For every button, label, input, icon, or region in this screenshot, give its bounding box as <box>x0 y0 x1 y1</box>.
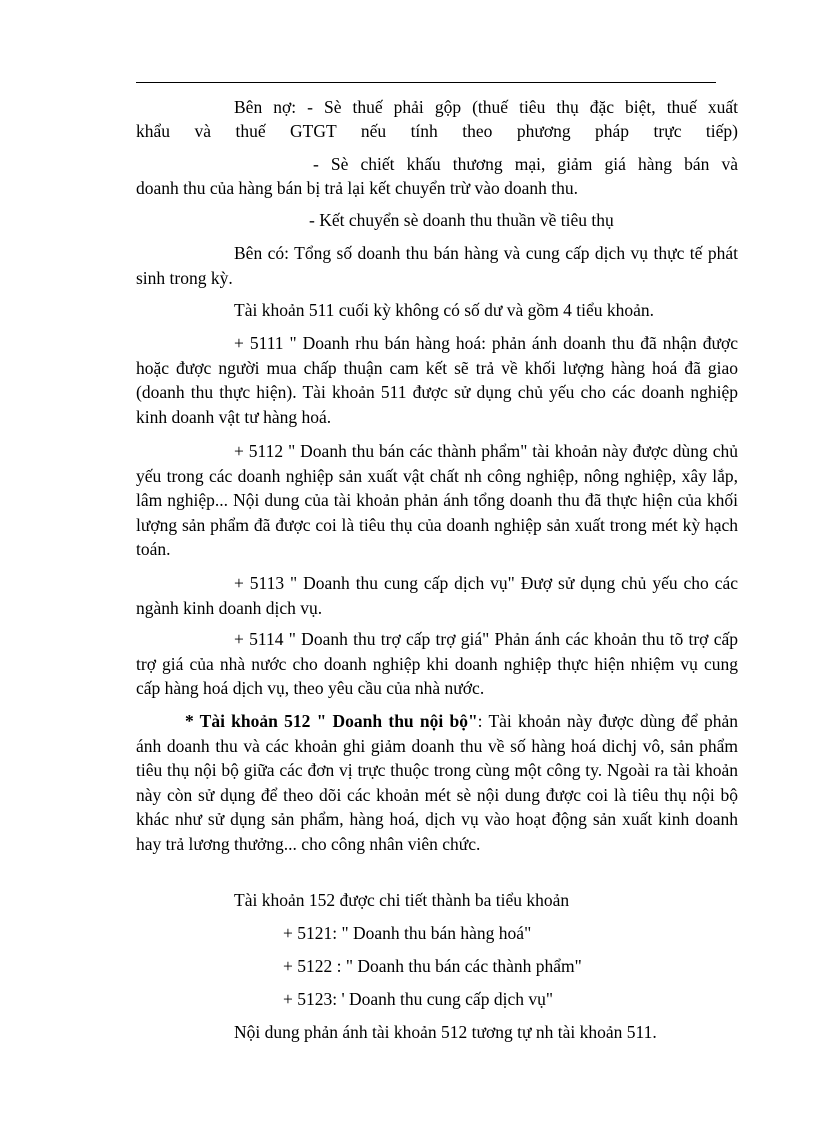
ben-co-paragraph: Bên có: Tổng số doanh thu bán hàng và cung cấp dịch vụ thực tế phát sinh trong kỳ. <box>136 243 738 288</box>
tk511-paragraph: Tài khoản 511 cuối kỳ không có số dư và gồm 4 tiểu khoản. <box>234 300 655 320</box>
tk5121-item: + 5121: " Doanh thu bán hàng hoá" <box>283 923 532 943</box>
tk5122-item: + 5122 : " Doanh thu bán các thành phẩm" <box>283 956 582 976</box>
tk5114-paragraph: + 5114 " Doanh thu trợ cấp trợ giá" Phản ánh các khoản thu tõ trợ cấp trợ giá của nhà nước cho doanh nghiệp khi doanh nghiệp thực hiện nhiệm vụ cung cấp hàng hoá dịch vụ, theo yêu cầu của nhà nước. <box>136 629 738 698</box>
ben-no-chiet-khau-line-2: doanh thu của hàng bán bị trả lại kết chuyển trừ vào doanh thu. <box>136 178 578 198</box>
ben-no-line-1: Bên nợ: - Sè thuế phải gộp (thuế tiêu thụ đặc biệt, thuế xuất <box>234 97 738 117</box>
ben-no-line-2: khẩu và thuế GTGT nếu tính theo phương pháp trực tiếp) <box>136 121 738 141</box>
ben-no-ket-chuyen: - Kết chuyển sè doanh thu thuần về tiêu thụ <box>309 210 614 230</box>
tk5113-paragraph: + 5113 " Doanh thu cung cấp dịch vụ" Đượ sử dụng chủ yếu cho các ngành kinh doanh dịch vụ. <box>136 573 738 618</box>
tk5123-item: + 5123: ' Doanh thu cung cấp dịch vụ" <box>283 989 553 1009</box>
ben-no-chiet-khau-line-1: - Sè chiết khấu thương mại, giảm giá hàng bán và <box>313 154 738 174</box>
header-rule <box>136 82 716 83</box>
tk152-paragraph: Tài khoản 152 được chi tiết thành ba tiểu khoản <box>234 890 570 910</box>
tk512-body: : Tài khoản này được dùng để phản ánh doanh thu và các khoản ghi giảm doanh thu về số hàng hoá dichj vô, sản phẩm tiêu thụ nội bộ giữa các đơn vị trực thuộc trong cùng một công ty. Ngoài ra tài khoản này còn sử dụng để theo dõi các khoản mét sè nội dung được coi là tiêu thụ nội bộ khác như sử dụng sản phẩm, hàng hoá, dịch vụ vào hoạt động sản xuất kinh doanh hay trả lương thưởng... cho công nhân viên chức. <box>136 711 738 854</box>
tk5112-paragraph: + 5112 " Doanh thu bán các thành phẩm" tài khoản này được dùng chủ yếu trong các doanh nghiệp sản xuất vật chất nh công nghiệp, nông nghiệp, xây lắp, lâm nghiệp... Nội dung của tài khoản phản ánh tổng doanh thu đã thực hiện của khối lượng sản phẩm đã được coi là tiêu thụ của doanh nghiệp sản xuất trong mét kỳ hạch toán. <box>136 441 738 559</box>
closing-paragraph: Nội dung phản ánh tài khoản 512 tương tự nh tài khoản 511. <box>234 1022 657 1042</box>
tk512-paragraph <box>136 709 738 856</box>
tk512-heading: * Tài khoản 512 " Doanh thu nội bộ" <box>185 711 478 731</box>
tk5111-paragraph: + 5111 " Doanh rhu bán hàng hoá: phản ánh doanh thu đã nhận được hoặc được người mua chấp thuận cam kết sẽ trả về khối lượng hàng hoá đã giao (doanh thu thực hiện). Tài khoản 511 được sử dụng chủ yếu cho các doanh nghiệp kinh doanh vật tư hàng hoá. <box>136 333 738 427</box>
